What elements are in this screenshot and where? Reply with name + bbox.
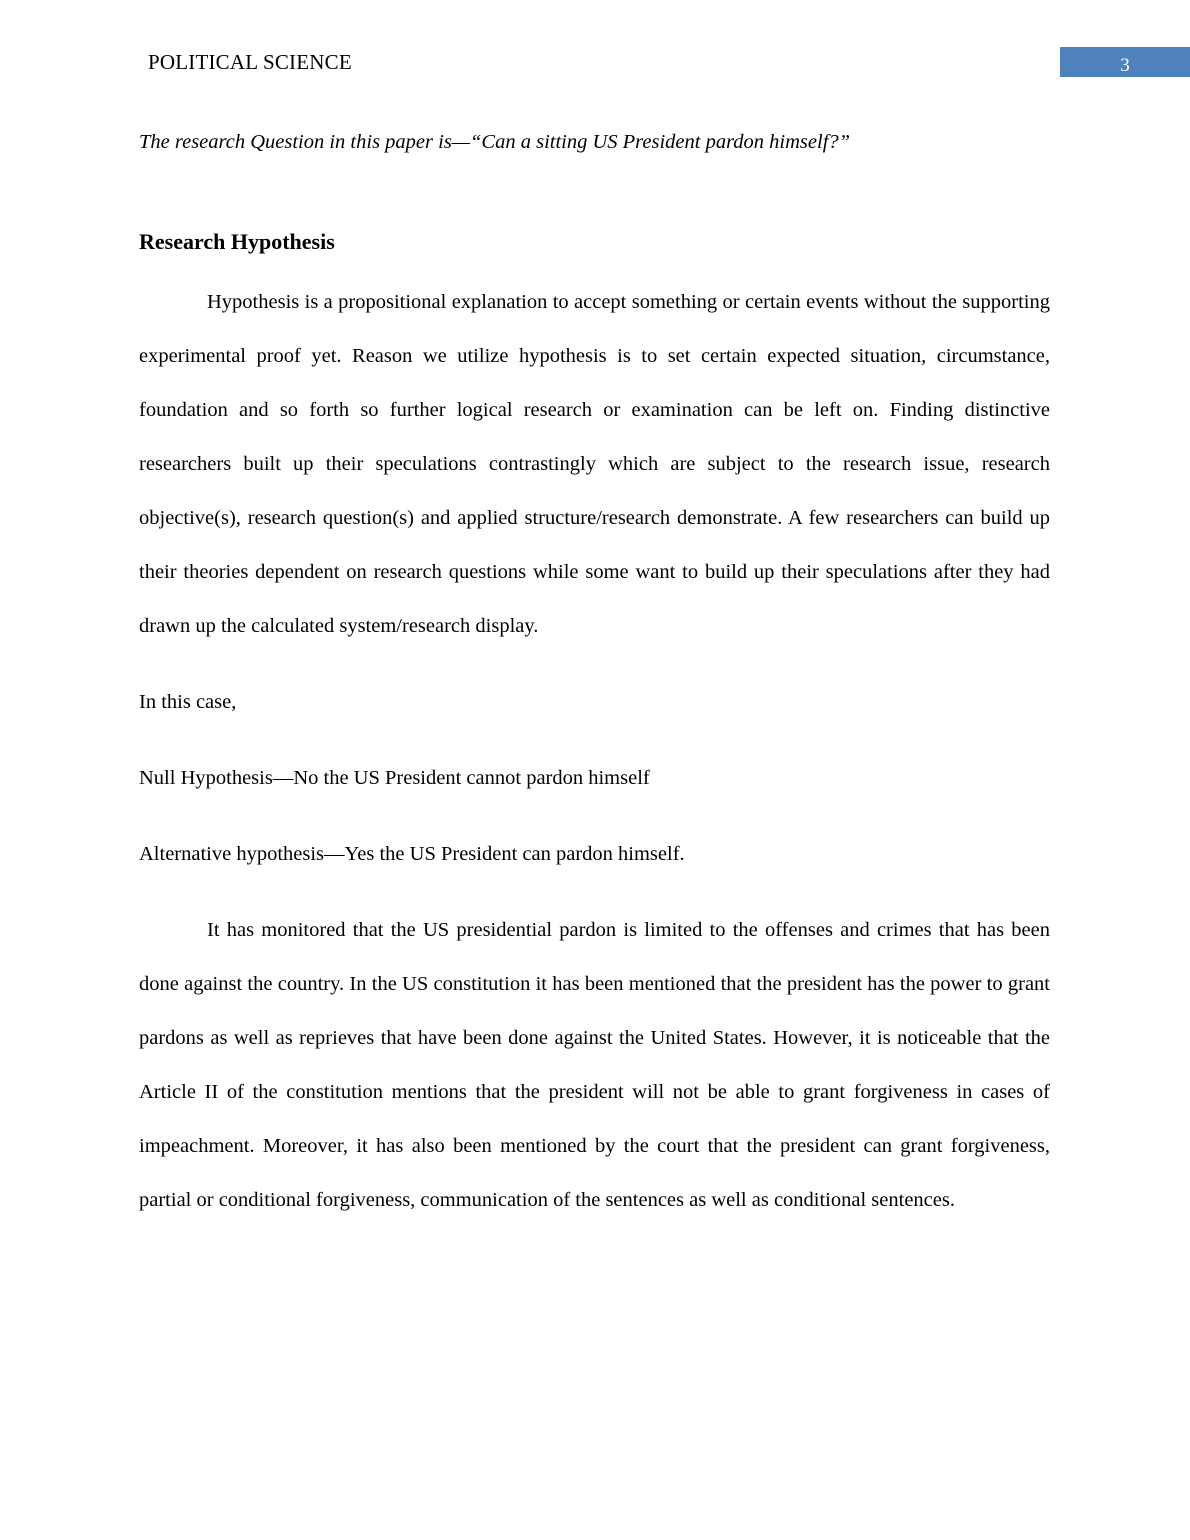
research-question: The research Question in this paper is—“Can a sitting US President pardon himself?” [139,131,851,153]
paragraph-alternative-hypothesis: Alternative hypothesis—Yes the US President can pardon himself. [139,842,685,865]
paragraph-presidential-pardon: It has monitored that the US presidential pardon is limited to the offenses and crimes that has been done against the country. In the US constitution it has been mentioned that the president has the power to grant pardons as well as reprieves that have been done against the United States. However, it is noticeable that the Article II of the constitution mentions that the president will not be able to grant forgiveness in cases of impeachment. Moreover, it has also been mentioned by the court that the president can grant forgiveness, partial or conditional forgiveness, communication of the sentences as well as conditional sentences. [139,918,1050,1211]
header-title: POLITICAL SCIENCE [148,50,352,74]
paragraph-null-hypothesis: Null Hypothesis—No the US President cannot pardon himself [139,766,650,789]
page-number: 3 [1120,55,1130,76]
page-header [0,50,1190,90]
document-body [139,128,1050,1227]
section-heading-research-hypothesis: Research Hypothesis [139,228,335,254]
paragraph-hypothesis-definition: Hypothesis is a propositional explanation to accept something or certain events without the supporting experimental proof yet. Reason we utilize hypothesis is to set certain expected situation, circumstance, foundation and so forth so further logical research or examination can be left on. Finding distinctive researchers built up their speculations contrastingly which are subject to the research issue, research objective(s), research question(s) and applied structure/research demonstrate. A few researchers can build up their theories dependent on research questions while some want to build up their speculations after they had drawn up the calculated system/research display. [139,290,1050,637]
paragraph-in-this-case: In this case, [139,690,237,713]
